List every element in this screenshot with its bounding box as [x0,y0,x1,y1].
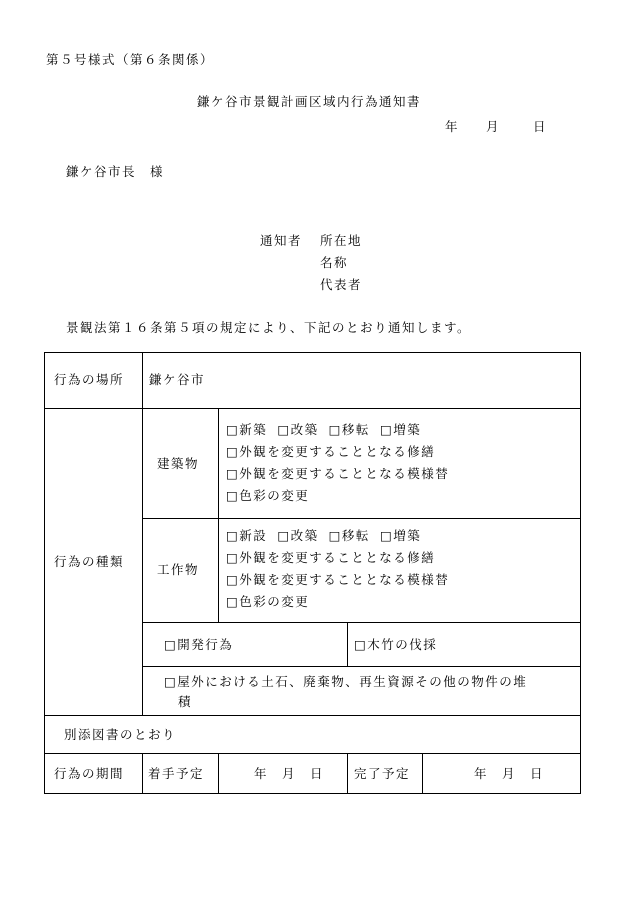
checkbox-extension: □増築 [379,422,422,437]
row-divider [44,715,581,716]
row-divider [142,622,581,623]
column-divider [218,753,219,793]
checkbox-relocation: □移転 [328,422,370,437]
location-label: 行為の場所 [54,372,125,387]
checkbox-reconstruction: □改築 [277,528,319,543]
checkbox-reconstruction: □改築 [277,422,319,437]
table-border-left [44,352,45,794]
row-divider [142,666,581,667]
checkbox-color-change: □色彩の変更 [226,594,310,609]
end-date: 年 月 日 [474,766,545,781]
checkbox-development: □開発行為 [164,637,234,652]
checkbox-outdoor-storage: □屋外における土石、廃棄物、再生資源その他の物件の堆 [164,674,528,689]
start-date: 年 月 日 [254,766,325,781]
checkbox-new-construction: □新築 [226,422,268,437]
checkbox-exterior-remodel: □外観を変更することとなる模様替 [226,466,450,481]
structure-label: 工作物 [157,562,200,577]
column-divider [347,622,348,666]
start-label: 着手予定 [148,766,205,781]
period-label: 行為の期間 [54,766,125,781]
notifier-field-address: 所在地 [320,233,363,248]
intro-text: 景観法第１６条第５項の規定により、下記のとおり通知します。 [66,320,472,335]
form-number: 第５号様式（第６条関係） [46,52,215,67]
checkbox-exterior-repair: □外観を変更することとなる修繕 [226,550,436,565]
addressee: 鎌ケ谷市長 様 [66,164,165,179]
building-label: 建築物 [157,456,200,471]
attachment-note: 別添図書のとおり [64,727,177,742]
notifier-field-representative: 代表者 [320,277,363,292]
column-divider [142,352,143,715]
checkbox-exterior-repair: □外観を変更することとなる修繕 [226,444,436,459]
end-label: 完了予定 [354,766,411,781]
checkbox-extension: □増築 [379,528,422,543]
location-value: 鎌ケ谷市 [149,372,206,387]
outdoor-storage-continuation: 積 [178,694,193,709]
document-title: 鎌ケ谷市景観計画区域内行為通知書 [197,94,422,109]
building-options-row [226,422,421,438]
table-border-top [44,352,581,353]
notification-form-table [44,352,581,794]
row-divider [142,518,581,519]
checkbox-new-installation: □新設 [226,528,268,543]
row-divider [44,408,581,409]
row-divider [44,753,581,754]
table-border-right [580,352,581,794]
notifier-label: 通知者 [260,233,303,248]
checkbox-color-change: □色彩の変更 [226,488,310,503]
column-divider [218,408,219,622]
table-border-bottom [44,793,581,794]
checkbox-tree-cutting: □木竹の伐採 [354,637,438,652]
column-divider [142,753,143,793]
column-divider [422,753,423,793]
structure-options-row [226,528,421,544]
date-month-label: 月 [486,119,501,134]
date-day-label: 日 [533,119,548,134]
type-label: 行為の種類 [54,554,125,569]
checkbox-exterior-remodel: □外観を変更することとなる模様替 [226,572,450,587]
checkbox-relocation: □移転 [328,528,370,543]
date-year-label: 年 [445,119,460,134]
notifier-field-name: 名称 [320,255,349,270]
column-divider [347,753,348,793]
